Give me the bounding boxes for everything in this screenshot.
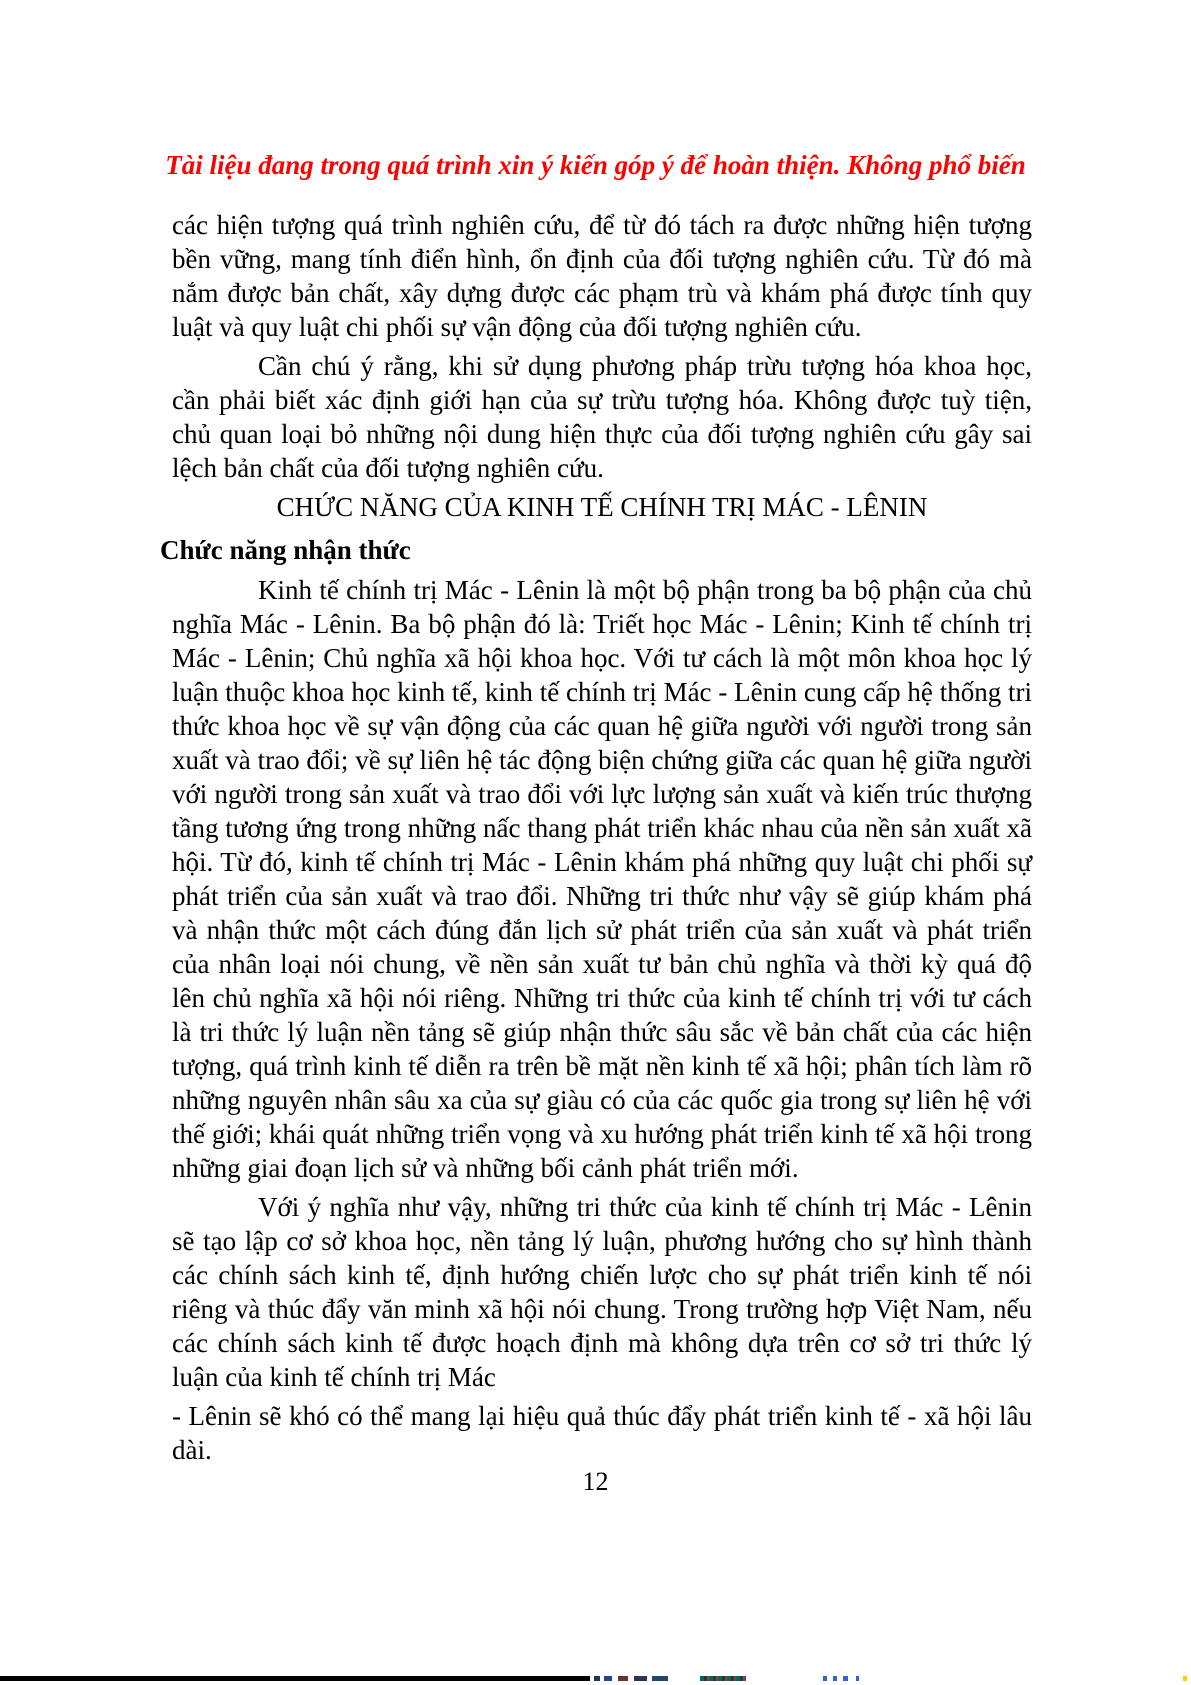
paragraph-cognitive-function: Kinh tế chính trị Mác - Lênin là một bộ phận trong ba bộ phận của chủ nghĩa Mác - Lênin. Ba bộ phận đó là: Triết học Mác - Lênin; Kinh tế chính trị Mác - Lênin; Chủ nghĩa xã hội khoa học. Với tư cách là một môn khoa học lý luận thuộc khoa học kinh tế, kinh tế chính trị Mác - Lênin cung cấp hệ thống tri thức khoa học về sự vận động của các quan hệ giữa người với người trong sản xuất và trao đổi; về sự liên hệ tác động biện chứng giữa các quan hệ giữa người với người trong sản xuất và trao đổi với lực lượng sản xuất và kiến trúc thượng tầng tương ứng trong những nấc thang phát triển khác nhau của nền sản xuất xã hội. Từ đó, kinh tế chính trị Mác - Lênin khám phá những quy luật chi phối sự phát triển của sản xuất và trao đổi. Những tri thức như vậy sẽ giúp khám phá và nhận thức một cách đúng đắn lịch sử phát triển của sản xuất và phát triển của nhân loại nói chung, về nền sản xuất tư bản chủ nghĩa và thời kỳ quá độ lên chủ nghĩa xã hội nói riêng. Những tri thức của kinh tế chính trị với tư cách là tri thức lý luận nền tảng sẽ giúp nhận thức sâu sắc về bản chất của các hiện tượng, quá trình kinh tế diễn ra trên bề mặt nền kinh tế xã hội; phân tích làm rõ những nguyên nhân sâu xa của sự giàu có của các quốc gia trong sự liên hệ với thế giới; khái quát những triển vọng và xu hướng phát triển kinh tế xã hội trong những giai đoạn lịch sử và những bối cảnh phát triển mới. bbox=[172, 575, 1032, 1183]
paragraph-meaning: Với ý nghĩa như vậy, những tri thức của kinh tế chính trị Mác - Lênin sẽ tạo lập cơ sở khoa học, nền tảng lý luận, phương hướng cho sự hình thành các chính sách kinh tế, định hướng chiến lược cho sự phát triển kinh tế nói riêng và thúc đẩy văn minh xã hội nói chung. Trong trường hợp Việt Nam, nếu các chính sách kinh tế được hoạch định mà không dựa trên cơ sở tri thức lý luận của kinh tế chính trị Mác bbox=[172, 1192, 1032, 1392]
cutoff-text-fragment bbox=[1183, 1676, 1187, 1681]
cutoff-text-fragment bbox=[634, 1676, 647, 1681]
paragraph-lenin-conclusion: - Lênin sẽ khó có thể mang lại hiệu quả thúc đẩy phát triển kinh tế - xã hội lâu dài. bbox=[172, 1401, 1032, 1465]
page-content bbox=[160, 208, 1032, 1467]
draft-notice: Tài liệu đang trong quá trình xin ý kiến góp ý để hoàn thiện. Không phổ biến bbox=[165, 150, 1026, 180]
page-number: 12 bbox=[582, 1467, 609, 1496]
cutoff-text-fragment bbox=[856, 1676, 859, 1681]
section-heading: CHỨC NĂNG CỦA KINH TẾ CHÍNH TRỊ MÁC - LÊNIN bbox=[276, 492, 928, 522]
paragraph-continuation: các hiện tượng quá trình nghiên cứu, để từ đó tách ra được những hiện tượng bền vững, mang tính điển hình, ổn định của đối tượng nghiên cứu. Từ đó mà nắm được bản chất, xây dựng được các phạm trù và khám phá được tính quy luật và quy luật chi phối sự vận động của đối tượng nghiên cứu. bbox=[172, 210, 1032, 342]
paragraph-note-abstraction: Cần chú ý rằng, khi sử dụng phương pháp trừu tượng hóa khoa học, cần phải biết xác định giới hạn của sự trừu tượng hóa. Không được tuỳ tiện, chủ quan loại bỏ những nội dung hiện thực của đối tượng nghiên cứu gây sai lệch bản chất của đối tượng nghiên cứu. bbox=[172, 351, 1032, 483]
subsection-heading: Chức năng nhận thức bbox=[160, 535, 411, 565]
cutoff-text-fragment bbox=[823, 1676, 827, 1681]
cutoff-text-fragment bbox=[843, 1676, 848, 1681]
cutoff-text-fragment bbox=[652, 1676, 668, 1681]
table-border-fragment bbox=[0, 1676, 590, 1681]
cutoff-text-fragment bbox=[700, 1676, 746, 1681]
cutoff-text-fragment bbox=[833, 1676, 837, 1681]
cutoff-text-fragment bbox=[618, 1676, 628, 1681]
next-page-edge-artifact bbox=[0, 1674, 1191, 1685]
cutoff-text-fragment bbox=[604, 1676, 612, 1681]
cutoff-text-fragment bbox=[594, 1676, 600, 1681]
